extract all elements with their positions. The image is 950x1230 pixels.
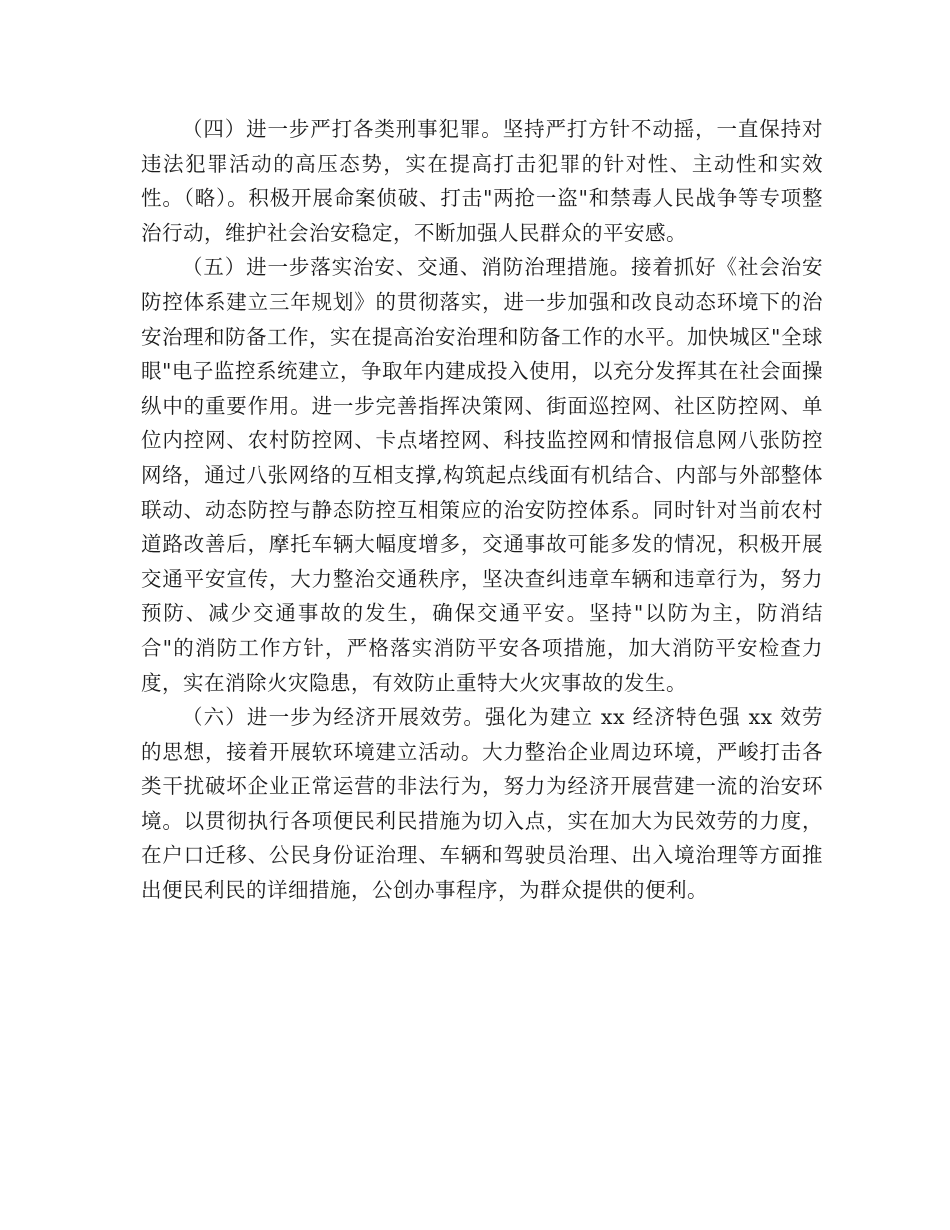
document-body	[141, 112, 823, 908]
paragraph-section-5: （五）进一步落实治安、交通、消防治理措施。接着抓好《社会治安防控体系建立三年规划》的贯彻落实，进一步加强和改良动态环境下的治安治理和防备工作，实在提高治安治理和防备工作的水平。加快城区"全球眼"电子监控系统建立，争取年内建成投入使用，以充分发挥其在社会面操纵中的重要作用。进一步完善指挥决策网、街面巡控网、社区防控网、单位内控网、农村防控网、卡点堵控网、科技监控网和情报信息网八张防控网络，通过八张网络的互相支撑,构筑起点线面有机结合、内部与外部整体联动、动态防控与静态防控互相策应的治安防控体系。同时针对当前农村道路改善后，摩托车辆大幅度增多，交通事故可能多发的情况，积极开展交通平安宣传，大力整治交通秩序，坚决查纠违章车辆和违章行为，努力预防、减少交通事故的发生，确保交通平安。坚持"以防为主，防消结合"的消防工作方针，严格落实消防平安各项措施，加大消防平安检查力度，实在消除火灾隐患，有效防止重特大火灾事故的发生。	[141, 255, 823, 695]
paragraph-section-6: （六）进一步为经济开展效劳。强化为建立 xx 经济特色强 xx 效劳的思想，接着开展软环境建立活动。大力整治企业周边环境，严峻打击各类干扰破坏企业正常运营的非法行为，努力为经济开展营建一流的治安环境。以贯彻执行各项便民利民措施为切入点，实在加大为民效劳的力度，在户口迁移、公民身份证治理、车辆和驾驶员治理、出入境治理等方面推出便民利民的详细措施，公创办事程序，为群众提供的便利。	[141, 705, 823, 903]
paragraph-section-4: （四）进一步严打各类刑事犯罪。坚持严打方针不动摇，一直保持对违法犯罪活动的高压态势，实在提高打击犯罪的针对性、主动性和实效性。（略）。积极开展命案侦破、打击"两抢一盗"和禁毒人民战争等专项整治行动，维护社会治安稳定，不断加强人民群众的平安感。	[141, 117, 823, 245]
